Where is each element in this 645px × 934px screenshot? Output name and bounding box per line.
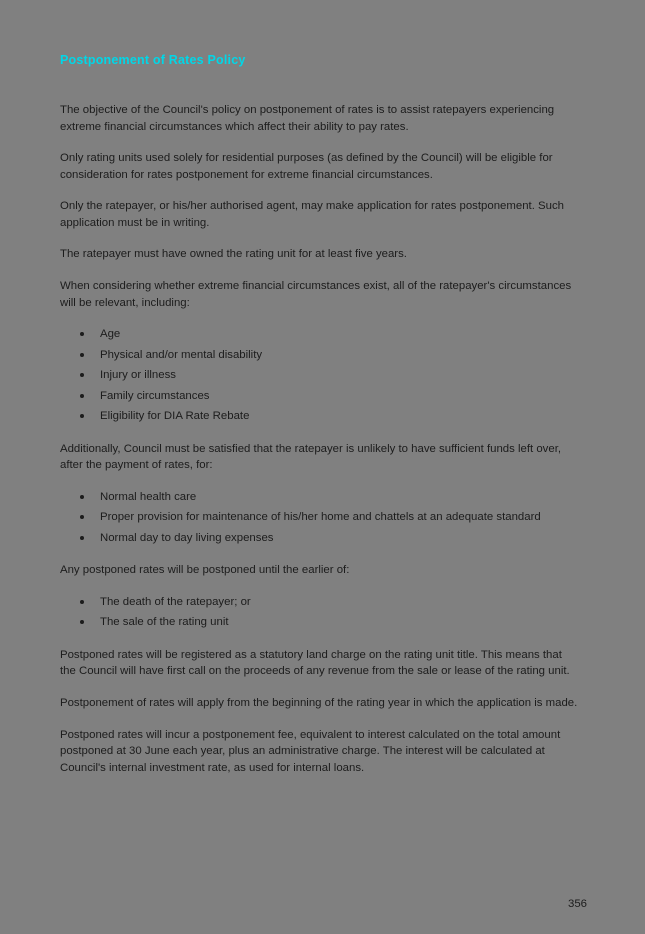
list-item: Normal health care <box>74 489 585 506</box>
paragraph-postponed-until: Any postponed rates will be postponed until the earlier of: <box>60 564 350 577</box>
list-item: Family circumstances <box>74 388 585 405</box>
list-item: Age <box>74 326 585 343</box>
paragraph-rating-year: Postponement of rates will apply from the beginning of the rating year in which the application is made. <box>60 697 578 709</box>
paragraph-circumstances-intro: When considering whether extreme financial circumstances exist, all of the ratepayer's circumstances will be relevant, including: <box>60 279 572 309</box>
list-item: Eligibility for DIA Rate Rebate <box>74 408 585 425</box>
list-item: Physical and/or mental disability <box>74 347 585 364</box>
paragraph-objective: The objective of the Council's policy on postponement of rates is to assist ratepayers experiencing extreme financial circumstances which affect their ability to pay rates. <box>60 104 555 133</box>
list-item: The sale of the rating unit <box>74 614 585 631</box>
page-title: Postponement of Rates Policy <box>60 53 246 67</box>
list-circumstances <box>60 326 585 425</box>
paragraph-sufficient-funds: Additionally, Council must be satisfied that the ratepayer is unlikely to have sufficient funds left over, after the payment of rates, for: <box>60 442 562 472</box>
paragraph-application: Only the ratepayer, or his/her authorised agent, may make application for rates postponement. Such application must be in writing. <box>60 200 565 229</box>
paragraph-eligibility: Only rating units used solely for residential purposes (as defined by the Council) will be eligible for consideration for rates postponement for extreme financial circumstances. <box>60 152 553 181</box>
list-item: Injury or illness <box>74 367 585 384</box>
list-item: Normal day to day living expenses <box>74 530 585 547</box>
list-item: The death of the ratepayer; or <box>74 594 585 611</box>
page-number: 356 <box>567 898 587 910</box>
list-item: Proper provision for maintenance of his/her home and chattels at an adequate standard <box>74 509 585 526</box>
list-funds-purposes <box>60 489 585 547</box>
list-postponement-end <box>60 594 585 631</box>
paragraph-land-charge: Postponed rates will be registered as a statutory land charge on the rating unit title. This means that the Council will have first call on the proceeds of any revenue from the sale or lease of the rating unit. <box>60 648 570 678</box>
paragraph-ownership: The ratepayer must have owned the rating unit for at least five years. <box>60 248 407 261</box>
paragraph-postponement-fee: Postponed rates will incur a postponement fee, equivalent to interest calculated on the total amount postponed at 30 June each year, plus an administrative charge. The interest will be calculated at Council's internal investment rate, as used for internal loans. <box>60 728 561 774</box>
